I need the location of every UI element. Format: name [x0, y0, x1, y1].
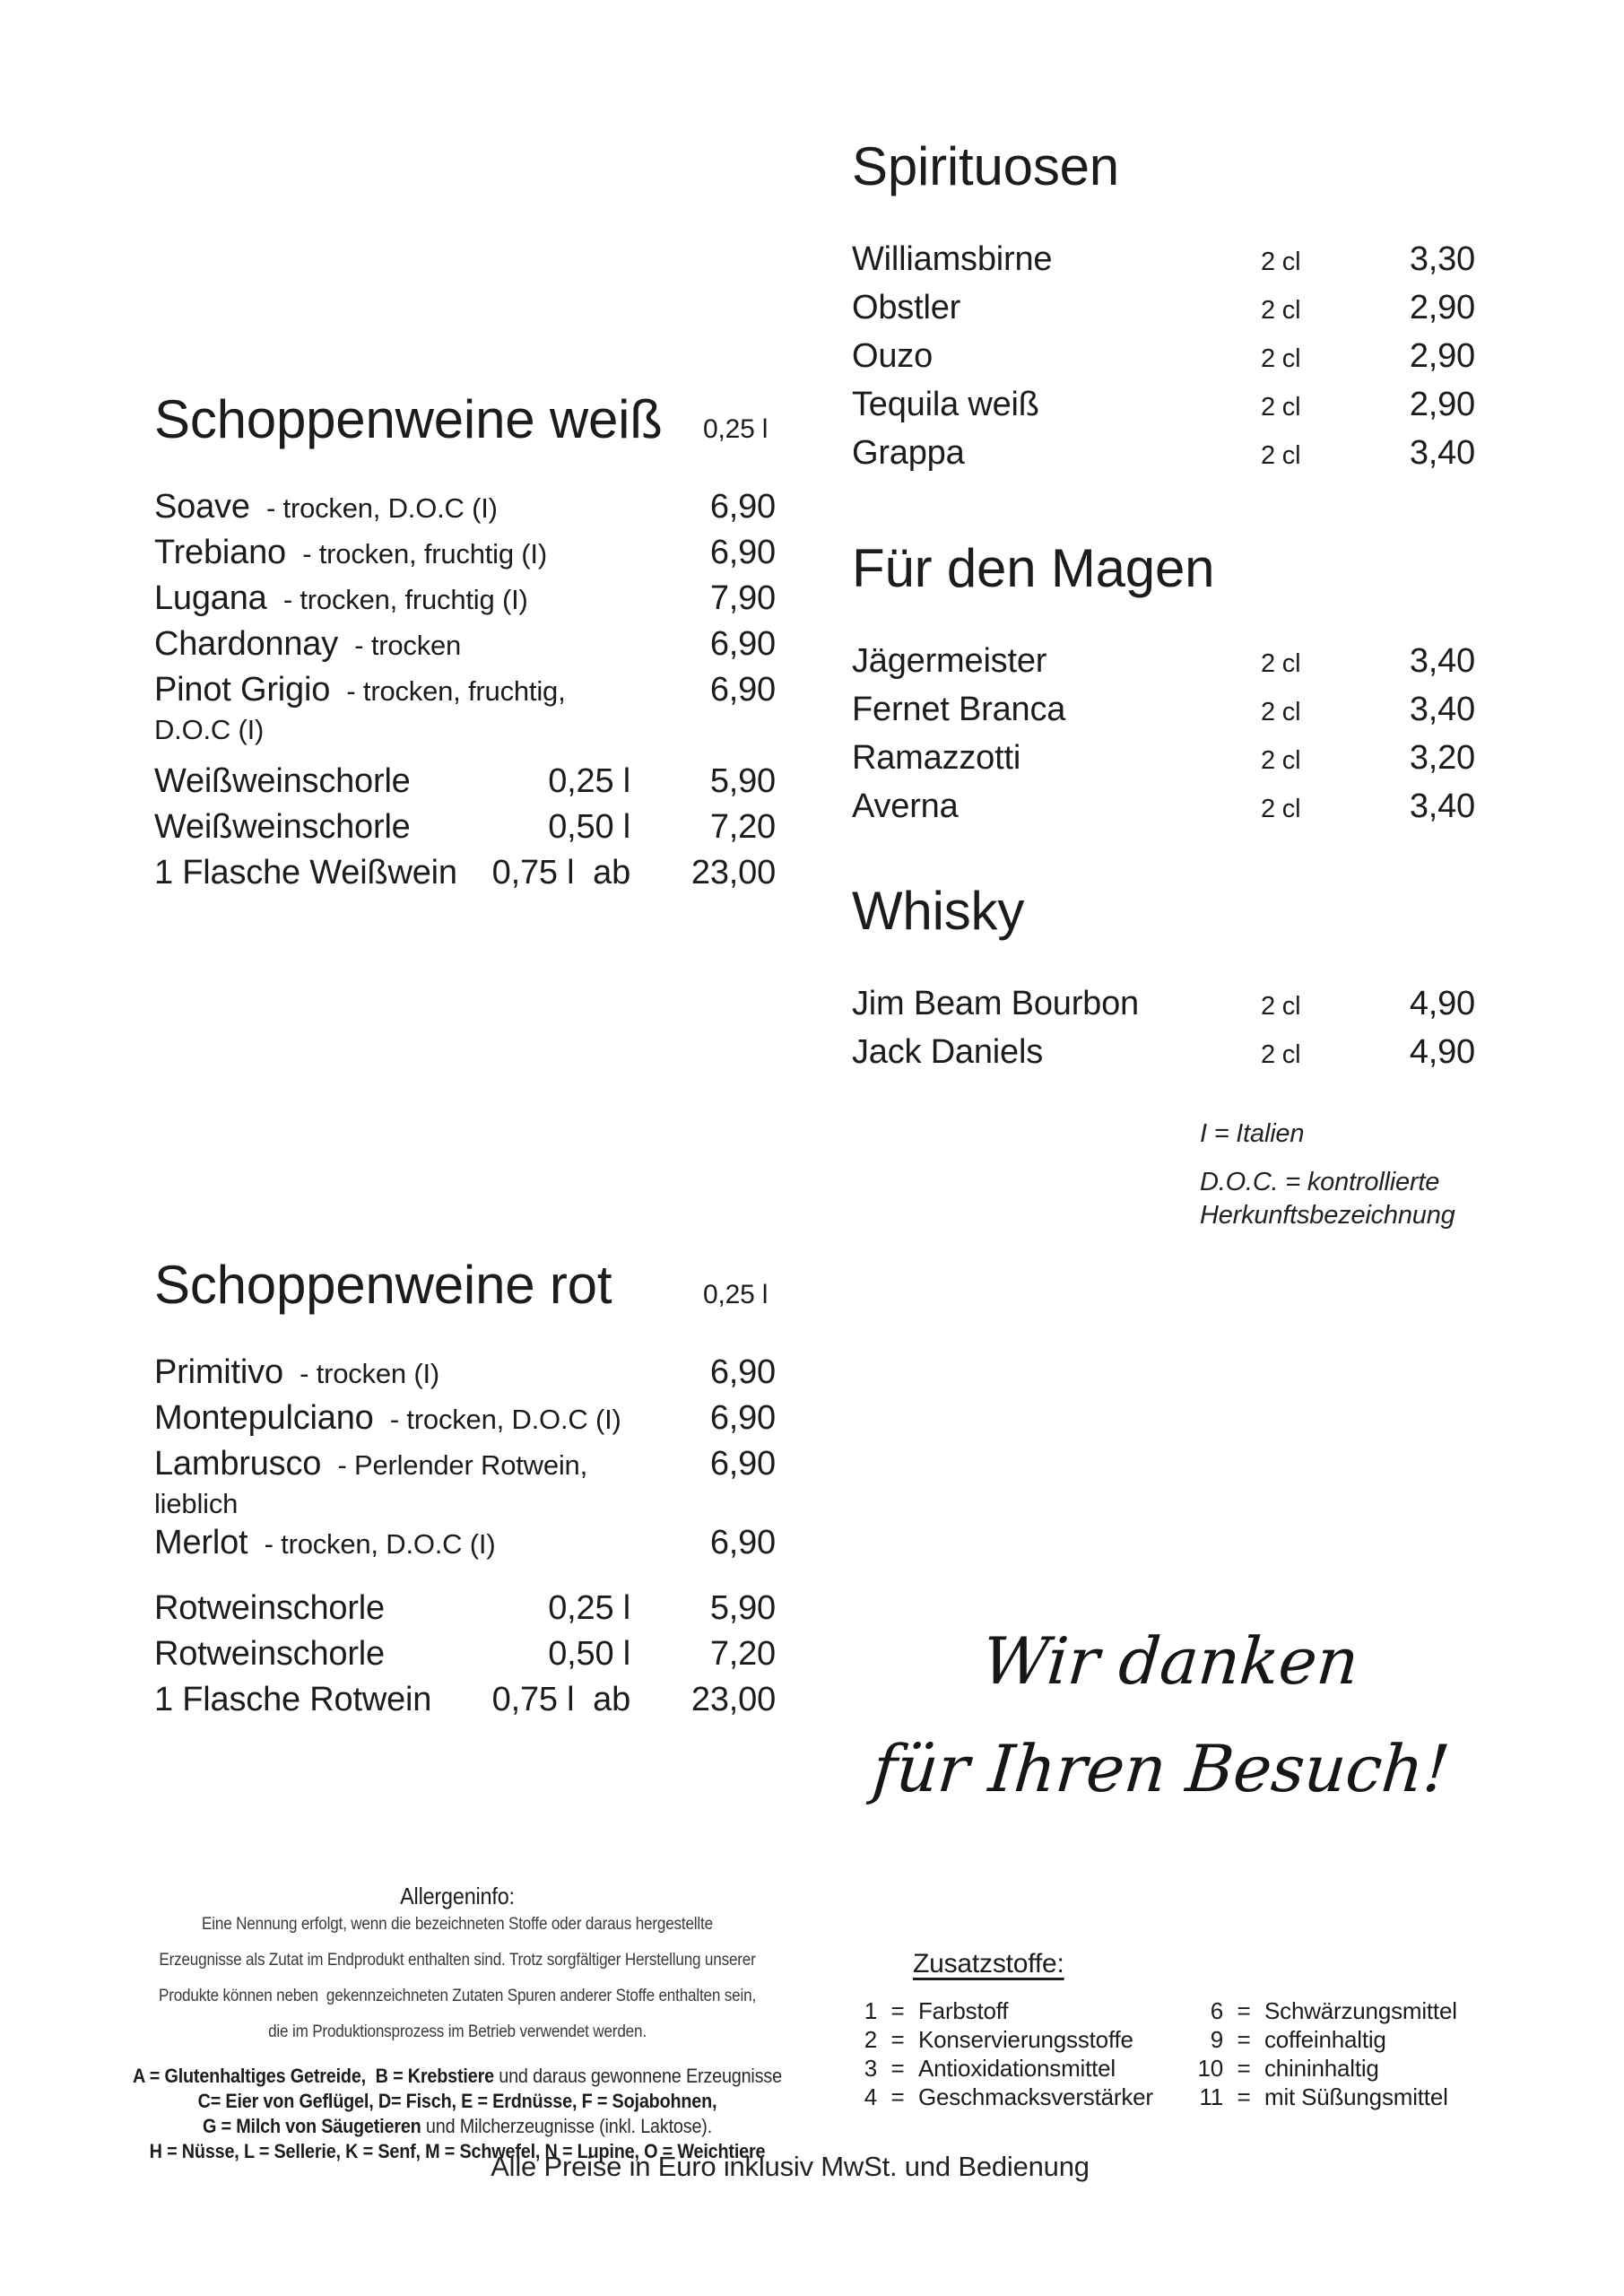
menu-item-name-cell: [154, 530, 630, 576]
menu-item-size: 0,25 l: [548, 1589, 630, 1627]
menu-item-name-cell: [154, 1350, 630, 1396]
menu-item-name: Ouzo: [852, 337, 934, 375]
menu-item-name-cell: [154, 1631, 482, 1677]
menu-item-description: - trocken: [354, 630, 462, 661]
menu-item-name: Pinot Grigio: [154, 671, 331, 709]
menu-item-size: 2 cl: [1261, 344, 1301, 373]
menu-item-name: Montepulciano: [154, 1399, 374, 1437]
menu-item-name: Rotweinschorle: [154, 1589, 385, 1627]
menu-item-price: 7,20: [709, 808, 776, 846]
additive-row: [850, 2083, 1180, 2111]
menu-item-name-cell: [852, 237, 1261, 283]
section-header: [852, 135, 1475, 199]
menu-item-name-cell: [154, 484, 630, 530]
allergen-paragraph: [123, 1914, 793, 2042]
menu-item-description: - trocken, D.O.C (I): [264, 1528, 496, 1560]
price-footnote: Alle Preise in Euro inklusiv MwSt. und Bedienung: [491, 2151, 1090, 2182]
equals-sign: =: [890, 2055, 905, 2082]
equals-sign: =: [1237, 2055, 1251, 2082]
menu-item-size: 2 cl: [1261, 992, 1301, 1021]
additive-number: 6: [1210, 1997, 1223, 2024]
white-wine-list: [154, 484, 776, 746]
menu-item-name-cell: [852, 735, 1261, 781]
additive-label: Schwärzungsmittel: [1264, 1997, 1457, 2024]
section-digestifs: [852, 536, 1475, 832]
additive-label: chininhaltig: [1264, 2055, 1379, 2082]
section-header: [154, 387, 776, 452]
menu-item-size: 0,25 l: [548, 762, 630, 800]
menu-item-size: 2 cl: [1261, 746, 1301, 775]
additives-column-right: [1180, 1996, 1489, 2111]
menu-item-name-cell: [154, 850, 482, 896]
menu-item-name: Ramazzotti: [852, 739, 1021, 777]
menu-item-row: [154, 622, 776, 667]
menu-item-name: Rotweinschorle: [154, 1635, 385, 1673]
menu-item-size: 0,75 l ab: [491, 1681, 630, 1718]
menu-item-name: Tequila weiß: [852, 386, 1039, 423]
allergen-key-segment: A = Glutenhaltiges Getreide, B = Krebstiere: [133, 2065, 494, 2087]
menu-item-name-cell: [852, 784, 1261, 830]
additive-row: [1180, 2083, 1489, 2111]
menu-item-price: 3,20: [1409, 739, 1475, 777]
spirits-list: [852, 237, 1475, 479]
additive-number: 9: [1210, 2026, 1223, 2053]
menu-item-row: [852, 639, 1475, 687]
menu-item-name: Fernet Branca: [852, 691, 1066, 728]
allergen-title: Allergeninfo:: [400, 1883, 515, 1909]
menu-item-row: [154, 530, 776, 576]
menu-item-price: 5,90: [709, 1589, 776, 1627]
menu-item-description: - trocken, fruchtig,: [346, 675, 566, 707]
menu-item-price: 6,90: [709, 671, 776, 709]
menu-item-name-cell: [852, 981, 1261, 1027]
text-line: Erzeugnisse als Zutat im Endprodukt enthalten sind. Trotz sorgfältiger Herstellung unserer: [159, 1951, 756, 1970]
menu-item-description: - trocken (I): [300, 1358, 439, 1389]
menu-item-row: [852, 1030, 1475, 1078]
thank-you-script: [825, 1607, 1507, 1822]
menu-item-name: Lugana: [154, 579, 267, 617]
digestifs-list: [852, 639, 1475, 832]
menu-item-row: [852, 334, 1475, 382]
allergen-key-line: [123, 2064, 793, 2089]
section-title: Spirituosen: [852, 136, 1119, 196]
additive-row: [850, 1996, 1180, 2025]
menu-item-price: 2,90: [1409, 289, 1475, 326]
menu-item-size: 2 cl: [1261, 698, 1301, 726]
menu-item-name-cell: [852, 334, 1261, 379]
allergen-key-segment: H = Nüsse, L = Sellerie, K = Senf, M = Schwefel, N = Lupine, O = Weichtiere: [149, 2140, 766, 2162]
menu-item-name: Jägermeister: [852, 642, 1047, 680]
equals-sign: =: [1237, 1997, 1251, 2024]
thank-you-line2: für Ihren Besuch!: [869, 1731, 1453, 1806]
menu-item-price: 5,90: [709, 762, 776, 800]
additive-row: [850, 2025, 1180, 2054]
menu-item-name-cell: [154, 804, 482, 850]
menu-item-row: [852, 237, 1475, 285]
menu-item-row: [154, 1631, 776, 1677]
additives-info: [850, 1948, 1489, 2111]
additives-columns: [850, 1996, 1489, 2111]
menu-item-name: Weißweinschorle: [154, 762, 411, 800]
menu-item-name: Weißweinschorle: [154, 808, 411, 846]
menu-item-row: [852, 285, 1475, 334]
menu-item-name-cell: [154, 759, 482, 804]
menu-item-price: 23,00: [690, 854, 776, 891]
section-title: Für den Magen: [852, 538, 1215, 598]
menu-item-name: Lambrusco: [154, 1445, 322, 1483]
section-title: Schoppenweine weiß: [154, 389, 663, 449]
menu-item-row: [154, 1586, 776, 1631]
menu-item-name-cell: [154, 1677, 482, 1723]
additive-number: 1: [864, 1997, 877, 2024]
menu-item-row: [154, 1441, 776, 1520]
menu-item-name-cell: [852, 430, 1261, 476]
additive-number: 2: [864, 2026, 877, 2053]
menu-item-price: 6,90: [709, 1524, 776, 1561]
allergen-key-segment: und daraus gewonnene Erzeugnisse: [493, 2065, 782, 2087]
text-line: Produkte können neben gekennzeichneten Zutaten Spuren anderer Stoffe enthalten sein,: [158, 1987, 757, 2005]
menu-item-row: [852, 687, 1475, 735]
menu-item-size: 2 cl: [1261, 649, 1301, 678]
menu-item-row: [154, 850, 776, 896]
menu-item-price: 6,90: [709, 488, 776, 526]
menu-item-name-cell: [154, 667, 630, 746]
menu-item-row: [154, 1350, 776, 1396]
section-size-note: 0,25 l: [703, 1280, 769, 1309]
menu-item-size: 2 cl: [1261, 795, 1301, 823]
additive-label: Farbstoff: [918, 1997, 1009, 2024]
menu-item-row: [154, 1677, 776, 1723]
menu-item-price: 6,90: [709, 1445, 776, 1483]
menu-item-price: 23,00: [690, 1681, 776, 1718]
equals-sign: =: [890, 2083, 905, 2110]
additive-label: coffeinhaltig: [1264, 2026, 1386, 2053]
menu-item-size: 2 cl: [1261, 248, 1301, 276]
allergen-key-segment: G = Milch von Säugetieren: [202, 2115, 421, 2137]
additives-column-left: [850, 1996, 1180, 2111]
text-line: Eine Nennung erfolgt, wenn die bezeichneten Stoffe oder daraus hergestellte: [202, 1915, 713, 1934]
menu-item-name-cell: [154, 1396, 630, 1441]
menu-item-size: 0,50 l: [548, 808, 630, 846]
equals-sign: =: [1237, 2026, 1251, 2053]
text-line: die im Produktionsprozess im Betrieb verwendet werden.: [268, 2022, 647, 2041]
menu-item-row: [154, 1520, 776, 1566]
menu-item-price: 7,90: [709, 579, 776, 617]
menu-item-name: Trebiano: [154, 534, 286, 571]
white-wine-schorle-list: [154, 759, 776, 896]
section-header: [852, 879, 1475, 944]
menu-item-name-cell: [852, 639, 1261, 684]
allergen-key-line: [123, 2114, 793, 2139]
red-wine-schorle-list: [154, 1586, 776, 1723]
additive-label: Geschmacksverstärker: [918, 2083, 1153, 2110]
menu-item-size: 2 cl: [1261, 296, 1301, 325]
menu-item-row: [852, 735, 1475, 784]
additive-row: [850, 2054, 1180, 2083]
menu-item-name: 1 Flasche Weißwein: [154, 854, 457, 891]
menu-item-price: 3,40: [1409, 434, 1475, 472]
menu-item-price: 3,30: [1409, 240, 1475, 278]
additive-label: mit Süßungsmittel: [1264, 2083, 1448, 2110]
equals-sign: =: [890, 2026, 905, 2053]
menu-item-price: 6,90: [709, 625, 776, 663]
menu-item-row: [154, 667, 776, 746]
allergen-key-list: [123, 2064, 793, 2164]
menu-item-row: [154, 759, 776, 804]
menu-item-price: 3,40: [1409, 642, 1475, 680]
menu-item-row: [852, 382, 1475, 430]
menu-item-price: 3,40: [1409, 787, 1475, 825]
legend-notes: [1200, 1118, 1498, 1232]
menu-item-name-cell: [852, 382, 1261, 428]
menu-item-name: Jim Beam Bourbon: [852, 985, 1139, 1022]
menu-item-price: 2,90: [1409, 337, 1475, 375]
menu-item-description: - Perlender Rotwein,: [337, 1449, 588, 1481]
additive-label: Antioxidationsmittel: [918, 2055, 1116, 2082]
menu-item-description-line2: lieblich: [154, 1488, 239, 1519]
menu-item-description: - trocken, D.O.C (I): [266, 492, 498, 524]
menu-item-name: 1 Flasche Rotwein: [154, 1681, 432, 1718]
menu-item-name: Jack Daniels: [852, 1033, 1044, 1071]
menu-item-name-cell: [154, 1586, 482, 1631]
menu-item-row: [154, 576, 776, 622]
additive-number: 11: [1199, 2083, 1223, 2110]
menu-item-row: [852, 430, 1475, 479]
additives-title: Zusatzstoffe:: [913, 1949, 1064, 1979]
section-header: [154, 1253, 776, 1318]
menu-item-price: 2,90: [1409, 386, 1475, 423]
menu-item-name: Soave: [154, 488, 250, 526]
equals-sign: =: [890, 1997, 905, 2024]
menu-item-size: 0,50 l: [548, 1635, 630, 1673]
section-spirits: [852, 135, 1475, 479]
allergen-key-segment: C= Eier von Geflügel, D= Fisch, E = Erdnüsse, F = Sojabohnen,: [197, 2090, 717, 2112]
menu-item-name-cell: [154, 1441, 630, 1520]
section-whisky: [852, 879, 1475, 1078]
menu-item-row: [852, 784, 1475, 832]
menu-item-price: 6,90: [709, 534, 776, 571]
additive-number: 3: [864, 2055, 877, 2082]
menu-item-size: 2 cl: [1261, 441, 1301, 470]
menu-item-description-line2: D.O.C (I): [154, 714, 265, 745]
menu-item-name-cell: [154, 1520, 630, 1566]
equals-sign: =: [1237, 2083, 1251, 2110]
menu-item-name: Chardonnay: [154, 625, 339, 663]
additive-number: 10: [1197, 2055, 1223, 2082]
whisky-list: [852, 981, 1475, 1078]
menu-item-name: Averna: [852, 787, 959, 825]
additive-number: 4: [864, 2083, 877, 2110]
allergen-key-line: [123, 2089, 793, 2114]
menu-item-description: - trocken, D.O.C (I): [389, 1404, 621, 1435]
menu-item-price: 4,90: [1409, 985, 1475, 1022]
menu-item-name: Grappa: [852, 434, 965, 472]
menu-item-name-cell: [852, 687, 1261, 733]
menu-item-price: 4,90: [1409, 1033, 1475, 1071]
menu-item-description: - trocken, fruchtig (I): [302, 538, 547, 570]
section-size-note: 0,25 l: [703, 414, 769, 444]
additive-label: Konservierungsstoffe: [918, 2026, 1133, 2053]
menu-item-name: Primitivo: [154, 1353, 283, 1391]
section-title: Schoppenweine rot: [154, 1255, 612, 1315]
section-header: [852, 536, 1475, 601]
red-wine-list: [154, 1350, 776, 1566]
menu-item-row: [852, 981, 1475, 1030]
menu-item-name-cell: [852, 285, 1261, 331]
menu-item-row: [154, 1396, 776, 1441]
section-title: Whisky: [852, 881, 1025, 941]
text-line: D.O.C. = kontrollierte Herkunftsbezeichnung: [1200, 1168, 1455, 1230]
menu-item-description: - trocken, fruchtig (I): [282, 584, 528, 615]
menu-item-price: 6,90: [709, 1353, 776, 1391]
section-white-wines: [154, 387, 776, 896]
section-red-wines: [154, 1253, 776, 1723]
menu-item-row: [154, 804, 776, 850]
menu-item-size: 0,75 l ab: [491, 854, 630, 891]
thank-you-line1: Wir danken: [979, 1623, 1362, 1699]
menu-item-name-cell: [154, 622, 630, 667]
additive-row: [1180, 2054, 1489, 2083]
menu-item-name-cell: [852, 1030, 1261, 1075]
allergen-key-segment: und Milcherzeugnisse (inkl. Laktose).: [421, 2115, 713, 2137]
menu-item-price: 6,90: [709, 1399, 776, 1437]
menu-item-size: 2 cl: [1261, 1040, 1301, 1069]
text-line: I = Italien: [1200, 1119, 1305, 1148]
menu-item-price: 3,40: [1409, 691, 1475, 728]
additive-row: [1180, 2025, 1489, 2054]
menu-item-size: 2 cl: [1261, 393, 1301, 422]
allergen-info: [123, 1882, 793, 2164]
menu-item-name: Williamsbirne: [852, 240, 1053, 278]
menu-item-name-cell: [154, 576, 630, 622]
menu-item-price: 7,20: [709, 1635, 776, 1673]
menu-item-name: Merlot: [154, 1524, 248, 1561]
additive-row: [1180, 1996, 1489, 2025]
menu-item-row: [154, 484, 776, 530]
menu-item-name: Obstler: [852, 289, 961, 326]
